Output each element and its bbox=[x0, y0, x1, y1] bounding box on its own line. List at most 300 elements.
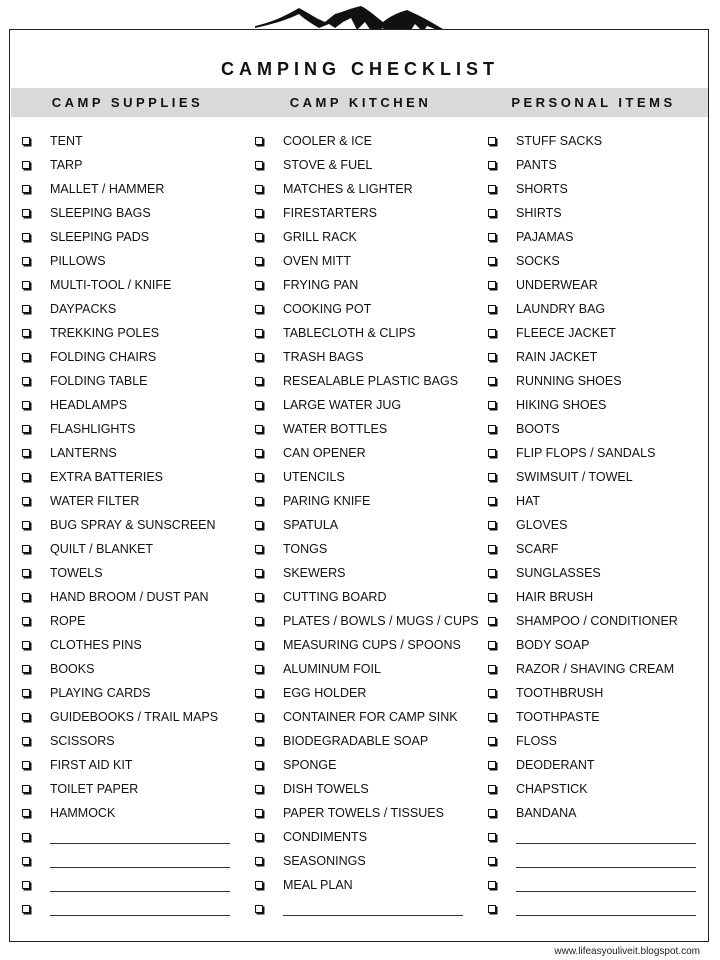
checklist-item[interactable] bbox=[22, 178, 247, 202]
checklist-item-label: BUG SPRAY & SUNSCREEN bbox=[50, 518, 216, 532]
checklist-item[interactable] bbox=[22, 490, 247, 514]
checklist-item-label: DAYPACKS bbox=[50, 302, 117, 316]
checklist-item-label: SPATULA bbox=[283, 518, 339, 532]
checklist-item[interactable] bbox=[22, 634, 247, 658]
checklist-item-label: HAMMOCK bbox=[50, 806, 116, 820]
checklist-item[interactable] bbox=[255, 586, 480, 610]
checkbox-icon[interactable] bbox=[255, 521, 263, 529]
checklist-item-label: DISH TOWELS bbox=[283, 782, 369, 796]
checkbox-icon[interactable] bbox=[488, 809, 496, 817]
checklist-item-label: FRYING PAN bbox=[283, 278, 359, 292]
checklist-item[interactable] bbox=[22, 202, 247, 226]
checklist-item-label: HAIR BRUSH bbox=[516, 590, 594, 604]
checklist-item[interactable] bbox=[255, 346, 480, 370]
checklist-item[interactable] bbox=[255, 418, 480, 442]
checkbox-icon[interactable] bbox=[255, 617, 263, 625]
checklist-item-label: FLOSS bbox=[516, 734, 557, 748]
checklist-item[interactable] bbox=[22, 778, 247, 802]
checkbox-icon[interactable] bbox=[255, 569, 263, 577]
footer-url: www.lifeasyouliveit.blogspot.com bbox=[554, 946, 700, 957]
checkbox-icon[interactable] bbox=[488, 689, 496, 697]
checkbox-icon[interactable] bbox=[488, 377, 496, 385]
checklist-item-label: CONDIMENTS bbox=[283, 830, 368, 844]
checkbox-icon[interactable] bbox=[22, 713, 30, 721]
checkbox-icon[interactable] bbox=[255, 593, 263, 601]
checkbox-icon[interactable] bbox=[22, 233, 30, 241]
checkbox-icon[interactable] bbox=[22, 377, 30, 385]
checkbox-icon[interactable] bbox=[488, 425, 496, 433]
blank-write-in-line[interactable] bbox=[516, 843, 696, 844]
checkbox-icon[interactable] bbox=[22, 329, 30, 337]
checklist-item[interactable] bbox=[22, 850, 247, 874]
checklist-item[interactable] bbox=[22, 418, 247, 442]
checklist-item[interactable] bbox=[255, 850, 480, 874]
checklist-item-label: SUNGLASSES bbox=[516, 566, 601, 580]
checkbox-icon[interactable] bbox=[255, 689, 263, 697]
checklist-item-label: GRILL RACK bbox=[283, 230, 357, 244]
checkbox-icon[interactable] bbox=[22, 281, 30, 289]
checklist-item-label: MALLET / HAMMER bbox=[50, 182, 165, 196]
checklist-item[interactable] bbox=[488, 586, 713, 610]
checklist-item-label: COOKING POT bbox=[283, 302, 372, 316]
checkbox-icon[interactable] bbox=[22, 641, 30, 649]
checkbox-icon[interactable] bbox=[255, 809, 263, 817]
checkbox-icon[interactable] bbox=[488, 521, 496, 529]
checklist-item-label: FOLDING TABLE bbox=[50, 374, 148, 388]
checkbox-icon[interactable] bbox=[22, 161, 30, 169]
checklist-item-label: SPONGE bbox=[283, 758, 337, 772]
checklist-item[interactable] bbox=[488, 202, 713, 226]
checklist-item[interactable] bbox=[22, 874, 247, 898]
checklist-item[interactable] bbox=[488, 682, 713, 706]
checklist-item-label: SLEEPING PADS bbox=[50, 230, 150, 244]
checklist-item-label: RUNNING SHOES bbox=[516, 374, 622, 388]
checkbox-icon[interactable] bbox=[255, 449, 263, 457]
checklist-item-label: OVEN MITT bbox=[283, 254, 352, 268]
checklist-column-camp-supplies bbox=[22, 130, 247, 922]
checklist-item-label: CUTTING BOARD bbox=[283, 590, 387, 604]
checklist-item[interactable] bbox=[22, 370, 247, 394]
checklist-item[interactable] bbox=[255, 322, 480, 346]
checklist-item[interactable] bbox=[255, 274, 480, 298]
checklist-item-label: BOOKS bbox=[50, 662, 95, 676]
checklist-item-label: FLIP FLOPS / SANDALS bbox=[516, 446, 656, 460]
checkbox-icon[interactable] bbox=[488, 257, 496, 265]
checklist-item[interactable] bbox=[255, 754, 480, 778]
checkbox-icon[interactable] bbox=[488, 881, 496, 889]
checklist-item[interactable] bbox=[488, 634, 713, 658]
checkbox-icon[interactable] bbox=[488, 833, 496, 841]
checkbox-icon[interactable] bbox=[488, 353, 496, 361]
checkbox-icon[interactable] bbox=[22, 185, 30, 193]
checklist-item[interactable] bbox=[255, 130, 480, 154]
checklist-item[interactable] bbox=[488, 730, 713, 754]
checkbox-icon[interactable] bbox=[255, 665, 263, 673]
blank-write-in-line[interactable] bbox=[516, 867, 696, 868]
checklist-item[interactable] bbox=[22, 562, 247, 586]
checkbox-icon[interactable] bbox=[255, 329, 263, 337]
checklist-item[interactable] bbox=[255, 466, 480, 490]
checklist-item[interactable] bbox=[488, 418, 713, 442]
checklist-item[interactable] bbox=[255, 178, 480, 202]
checkbox-icon[interactable] bbox=[488, 449, 496, 457]
checkbox-icon[interactable] bbox=[22, 545, 30, 553]
checklist-item-label: CAN OPENER bbox=[283, 446, 366, 460]
checklist-item-label: TONGS bbox=[283, 542, 328, 556]
checklist-column-personal-items bbox=[488, 130, 713, 922]
checklist-item-label: LAUNDRY BAG bbox=[516, 302, 606, 316]
checklist-item-label: TRASH BAGS bbox=[283, 350, 364, 364]
checklist-item-label: CLOTHES PINS bbox=[50, 638, 142, 652]
checklist-item-label: TOOTHBRUSH bbox=[516, 686, 604, 700]
checklist-item-label: SHIRTS bbox=[516, 206, 562, 220]
checkbox-icon[interactable] bbox=[255, 137, 263, 145]
checklist-item-label: MEAL PLAN bbox=[283, 878, 353, 892]
checkbox-icon[interactable] bbox=[255, 209, 263, 217]
checklist-item[interactable] bbox=[488, 394, 713, 418]
checkbox-icon[interactable] bbox=[488, 473, 496, 481]
checklist-item-label: SCISSORS bbox=[50, 734, 115, 748]
checklist-item-label: RAZOR / SHAVING CREAM bbox=[516, 662, 675, 676]
blank-write-in-line[interactable] bbox=[50, 915, 230, 916]
checklist-item[interactable] bbox=[255, 682, 480, 706]
checklist-item-label: PAPER TOWELS / TISSUES bbox=[283, 806, 444, 820]
checklist-item[interactable] bbox=[255, 370, 480, 394]
checklist-item-label: SCARF bbox=[516, 542, 559, 556]
checklist-item-label: UNDERWEAR bbox=[516, 278, 598, 292]
checkbox-icon[interactable] bbox=[22, 209, 30, 217]
checkbox-icon[interactable] bbox=[488, 665, 496, 673]
checklist-item[interactable] bbox=[488, 826, 713, 850]
checklist-item-label: UTENCILS bbox=[283, 470, 345, 484]
checkbox-icon[interactable] bbox=[488, 209, 496, 217]
checklist-item[interactable] bbox=[488, 466, 713, 490]
checklist-item[interactable] bbox=[255, 514, 480, 538]
checklist-item-label: BIODEGRADABLE SOAP bbox=[283, 734, 429, 748]
blank-write-in-line[interactable] bbox=[516, 891, 696, 892]
checklist-item-label: DEODERANT bbox=[516, 758, 595, 772]
checklist-item[interactable] bbox=[488, 130, 713, 154]
checklist-item-label: STOVE & FUEL bbox=[283, 158, 373, 172]
checklist-item-label: COOLER & ICE bbox=[283, 134, 372, 148]
checkbox-icon[interactable] bbox=[22, 617, 30, 625]
checklist-item[interactable] bbox=[22, 610, 247, 634]
checkbox-icon[interactable] bbox=[255, 785, 263, 793]
checklist-item-label: RAIN JACKET bbox=[516, 350, 598, 364]
checklist-item-label: PANTS bbox=[516, 158, 557, 172]
checklist-item[interactable] bbox=[488, 658, 713, 682]
checklist-item[interactable] bbox=[488, 802, 713, 826]
checkbox-icon[interactable] bbox=[22, 593, 30, 601]
checklist-item[interactable] bbox=[22, 826, 247, 850]
checkbox-icon[interactable] bbox=[255, 353, 263, 361]
checkbox-icon[interactable] bbox=[255, 257, 263, 265]
checklist-item-label: WATER BOTTLES bbox=[283, 422, 388, 436]
checkbox-icon[interactable] bbox=[22, 353, 30, 361]
checkbox-icon[interactable] bbox=[22, 785, 30, 793]
checkbox-icon[interactable] bbox=[255, 737, 263, 745]
checklist-item[interactable] bbox=[22, 898, 247, 922]
checklist-item-label: MATCHES & LIGHTER bbox=[283, 182, 413, 196]
checklist-item-label: FIRESTARTERS bbox=[283, 206, 377, 220]
checklist-item[interactable] bbox=[22, 226, 247, 250]
checkbox-icon[interactable] bbox=[488, 305, 496, 313]
checkbox-icon[interactable] bbox=[488, 617, 496, 625]
checklist-item-label: PLATES / BOWLS / MUGS / CUPS bbox=[283, 614, 479, 628]
checklist-item[interactable] bbox=[22, 346, 247, 370]
checklist-item-label: ROPE bbox=[50, 614, 86, 628]
checklist-item-label: CONTAINER FOR CAMP SINK bbox=[283, 710, 458, 724]
checkbox-icon[interactable] bbox=[22, 809, 30, 817]
checklist-item[interactable] bbox=[488, 778, 713, 802]
column-heading-camp-kitchen: CAMP KITCHEN bbox=[289, 95, 432, 110]
checkbox-icon[interactable] bbox=[255, 401, 263, 409]
checklist-item[interactable] bbox=[22, 538, 247, 562]
checkbox-icon[interactable] bbox=[255, 857, 263, 865]
checklist-item[interactable] bbox=[22, 442, 247, 466]
checkbox-icon[interactable] bbox=[255, 833, 263, 841]
checklist-item-label: CHAPSTICK bbox=[516, 782, 588, 796]
checklist-item[interactable] bbox=[488, 322, 713, 346]
checkbox-icon[interactable] bbox=[22, 905, 30, 913]
checklist-item[interactable] bbox=[488, 490, 713, 514]
checkbox-icon[interactable] bbox=[255, 713, 263, 721]
checklist-item-label: BODY SOAP bbox=[516, 638, 590, 652]
checklist-item[interactable] bbox=[488, 274, 713, 298]
checklist-item[interactable] bbox=[255, 730, 480, 754]
checklist-item[interactable] bbox=[22, 154, 247, 178]
blank-write-in-line[interactable] bbox=[516, 915, 696, 916]
checklist-item-label: TENT bbox=[50, 134, 83, 148]
checkbox-icon[interactable] bbox=[488, 857, 496, 865]
checklist-item[interactable] bbox=[488, 874, 713, 898]
checklist-item[interactable] bbox=[255, 250, 480, 274]
checkbox-icon[interactable] bbox=[488, 761, 496, 769]
checklist-item[interactable] bbox=[255, 202, 480, 226]
checklist-item-label: FLEECE JACKET bbox=[516, 326, 617, 340]
checklist-item[interactable] bbox=[488, 178, 713, 202]
checklist-item-label: FIRST AID KIT bbox=[50, 758, 133, 772]
checkbox-icon[interactable] bbox=[255, 161, 263, 169]
checkbox-icon[interactable] bbox=[22, 857, 30, 865]
checklist-item[interactable] bbox=[255, 898, 480, 922]
column-heading-personal-items: PERSONAL ITEMS bbox=[511, 95, 676, 110]
checkbox-icon[interactable] bbox=[488, 545, 496, 553]
checkbox-icon[interactable] bbox=[255, 545, 263, 553]
checklist-item[interactable] bbox=[22, 658, 247, 682]
checkbox-icon[interactable] bbox=[255, 233, 263, 241]
checklist-item-label: WATER FILTER bbox=[50, 494, 140, 508]
checklist-item-label: BOOTS bbox=[516, 422, 560, 436]
checklist-item-label: HAT bbox=[516, 494, 541, 508]
checklist-item[interactable] bbox=[22, 130, 247, 154]
checklist-item-label: SHAMPOO / CONDITIONER bbox=[516, 614, 678, 628]
checklist-item[interactable] bbox=[22, 394, 247, 418]
checklist-item[interactable] bbox=[255, 778, 480, 802]
checklist-item[interactable] bbox=[488, 442, 713, 466]
checkbox-icon[interactable] bbox=[22, 305, 30, 313]
checklist-item-label: QUILT / BLANKET bbox=[50, 542, 154, 556]
checklist-item[interactable] bbox=[255, 442, 480, 466]
checklist-item[interactable] bbox=[488, 226, 713, 250]
checklist-item[interactable] bbox=[22, 682, 247, 706]
checklist-item[interactable] bbox=[488, 154, 713, 178]
checkbox-icon[interactable] bbox=[255, 473, 263, 481]
checklist-item[interactable] bbox=[255, 802, 480, 826]
checklist-item[interactable] bbox=[255, 298, 480, 322]
checklist-item-label: GUIDEBOOKS / TRAIL MAPS bbox=[50, 710, 219, 724]
checklist-item[interactable] bbox=[22, 514, 247, 538]
checklist-item-label: GLOVES bbox=[516, 518, 568, 532]
checklist-item-label: MULTI-TOOL / KNIFE bbox=[50, 278, 172, 292]
checkbox-icon[interactable] bbox=[488, 401, 496, 409]
checkbox-icon[interactable] bbox=[488, 785, 496, 793]
checklist-item-label: TABLECLOTH & CLIPS bbox=[283, 326, 416, 340]
checkbox-icon[interactable] bbox=[22, 473, 30, 481]
checkbox-icon[interactable] bbox=[488, 161, 496, 169]
checkbox-icon[interactable] bbox=[22, 497, 30, 505]
checklist-item[interactable] bbox=[488, 898, 713, 922]
checkbox-icon[interactable] bbox=[255, 641, 263, 649]
checkbox-icon[interactable] bbox=[22, 569, 30, 577]
checkbox-icon[interactable] bbox=[22, 665, 30, 673]
checklist-item-label: ALUMINUM FOIL bbox=[283, 662, 381, 676]
checkbox-icon[interactable] bbox=[488, 713, 496, 721]
checkbox-icon[interactable] bbox=[488, 593, 496, 601]
checkbox-icon[interactable] bbox=[488, 737, 496, 745]
checklist-item-label: HAND BROOM / DUST PAN bbox=[50, 590, 209, 604]
checklist-item[interactable] bbox=[255, 562, 480, 586]
checklist-item[interactable] bbox=[488, 706, 713, 730]
checklist-item[interactable] bbox=[255, 394, 480, 418]
checklist-item[interactable] bbox=[488, 610, 713, 634]
checklist-item-label: HEADLAMPS bbox=[50, 398, 128, 412]
checklist-item[interactable] bbox=[22, 586, 247, 610]
checklist-item-label: FOLDING CHAIRS bbox=[50, 350, 157, 364]
checklist-item-label: SKEWERS bbox=[283, 566, 346, 580]
checklist-item[interactable] bbox=[255, 538, 480, 562]
checklist-item-label: PILLOWS bbox=[50, 254, 106, 268]
checklist-item[interactable] bbox=[22, 706, 247, 730]
checklist-item-label: MEASURING CUPS / SPOONS bbox=[283, 638, 461, 652]
checklist-item-label: TOWELS bbox=[50, 566, 103, 580]
checklist-item[interactable] bbox=[488, 850, 713, 874]
checkbox-icon[interactable] bbox=[22, 401, 30, 409]
checklist-item[interactable] bbox=[22, 802, 247, 826]
checklist-column-camp-kitchen bbox=[255, 130, 480, 922]
blank-write-in-line[interactable] bbox=[50, 867, 230, 868]
checklist-item-label: TOILET PAPER bbox=[50, 782, 139, 796]
checklist-item[interactable] bbox=[488, 514, 713, 538]
checklist-item-label: TREKKING POLES bbox=[50, 326, 160, 340]
checklist-item-label: HIKING SHOES bbox=[516, 398, 607, 412]
checklist-item-label: LARGE WATER JUG bbox=[283, 398, 402, 412]
checkbox-icon[interactable] bbox=[255, 761, 263, 769]
checkbox-icon[interactable] bbox=[22, 833, 30, 841]
checklist-item[interactable] bbox=[255, 826, 480, 850]
checklist-item-label: PLAYING CARDS bbox=[50, 686, 151, 700]
checkbox-icon[interactable] bbox=[488, 641, 496, 649]
checklist-item[interactable] bbox=[255, 154, 480, 178]
checklist-item[interactable] bbox=[22, 466, 247, 490]
checklist-item-label: EGG HOLDER bbox=[283, 686, 367, 700]
checkbox-icon[interactable] bbox=[488, 497, 496, 505]
checklist-item[interactable] bbox=[22, 274, 247, 298]
checkbox-icon[interactable] bbox=[488, 569, 496, 577]
blank-write-in-line[interactable] bbox=[50, 891, 230, 892]
checklist-item[interactable] bbox=[488, 562, 713, 586]
checkbox-icon[interactable] bbox=[22, 881, 30, 889]
checkbox-icon[interactable] bbox=[488, 185, 496, 193]
checklist-item[interactable] bbox=[255, 706, 480, 730]
checklist-item[interactable] bbox=[488, 538, 713, 562]
checkbox-icon[interactable] bbox=[22, 425, 30, 433]
checkbox-icon[interactable] bbox=[22, 737, 30, 745]
checkbox-icon[interactable] bbox=[22, 137, 30, 145]
checkbox-icon[interactable] bbox=[22, 449, 30, 457]
checkbox-icon[interactable] bbox=[255, 905, 263, 913]
checklist-item[interactable] bbox=[22, 322, 247, 346]
checkbox-icon[interactable] bbox=[488, 329, 496, 337]
checkbox-icon[interactable] bbox=[255, 281, 263, 289]
checklist-item[interactable] bbox=[488, 370, 713, 394]
checklist-item-label: RESEALABLE PLASTIC BAGS bbox=[283, 374, 459, 388]
checklist-item[interactable] bbox=[255, 610, 480, 634]
checkbox-icon[interactable] bbox=[22, 761, 30, 769]
checkbox-icon[interactable] bbox=[488, 233, 496, 241]
blank-write-in-line[interactable] bbox=[283, 915, 463, 916]
checklist-item-label: TOOTHPASTE bbox=[516, 710, 600, 724]
checklist-item[interactable] bbox=[255, 490, 480, 514]
checkbox-icon[interactable] bbox=[488, 137, 496, 145]
checklist-item[interactable] bbox=[22, 754, 247, 778]
checklist-item-label: SLEEPING BAGS bbox=[50, 206, 151, 220]
checklist-item[interactable] bbox=[255, 658, 480, 682]
page-title: CAMPING CHECKLIST bbox=[221, 59, 499, 79]
checklist-item[interactable] bbox=[22, 298, 247, 322]
checkbox-icon[interactable] bbox=[488, 281, 496, 289]
checkbox-icon[interactable] bbox=[255, 305, 263, 313]
checklist-item[interactable] bbox=[488, 754, 713, 778]
checklist-item[interactable] bbox=[255, 226, 480, 250]
checkbox-icon[interactable] bbox=[22, 257, 30, 265]
checklist-item[interactable] bbox=[488, 250, 713, 274]
checkbox-icon[interactable] bbox=[255, 497, 263, 505]
column-heading-camp-supplies: CAMP SUPPLIES bbox=[51, 95, 204, 110]
checklist-item[interactable] bbox=[22, 250, 247, 274]
checklist-item[interactable] bbox=[255, 874, 480, 898]
blank-write-in-line[interactable] bbox=[50, 843, 230, 844]
checklist-item[interactable] bbox=[255, 634, 480, 658]
checklist-item-label: PARING KNIFE bbox=[283, 494, 371, 508]
checkbox-icon[interactable] bbox=[255, 377, 263, 385]
checkbox-icon[interactable] bbox=[255, 425, 263, 433]
checklist-item-label: SHORTS bbox=[516, 182, 568, 196]
checklist-item-label: STUFF SACKS bbox=[516, 134, 603, 148]
checklist-item[interactable] bbox=[488, 298, 713, 322]
checklist-item[interactable] bbox=[488, 346, 713, 370]
checkbox-icon[interactable] bbox=[22, 689, 30, 697]
checklist-item-label: EXTRA BATTERIES bbox=[50, 470, 163, 484]
checklist-item-label: FLASHLIGHTS bbox=[50, 422, 136, 436]
checkbox-icon[interactable] bbox=[255, 881, 263, 889]
checkbox-icon[interactable] bbox=[255, 185, 263, 193]
checklist-item[interactable] bbox=[22, 730, 247, 754]
checkbox-icon[interactable] bbox=[22, 521, 30, 529]
checkbox-icon[interactable] bbox=[488, 905, 496, 913]
checklist-item-label: TARP bbox=[50, 158, 83, 172]
checklist-item-label: PAJAMAS bbox=[516, 230, 574, 244]
